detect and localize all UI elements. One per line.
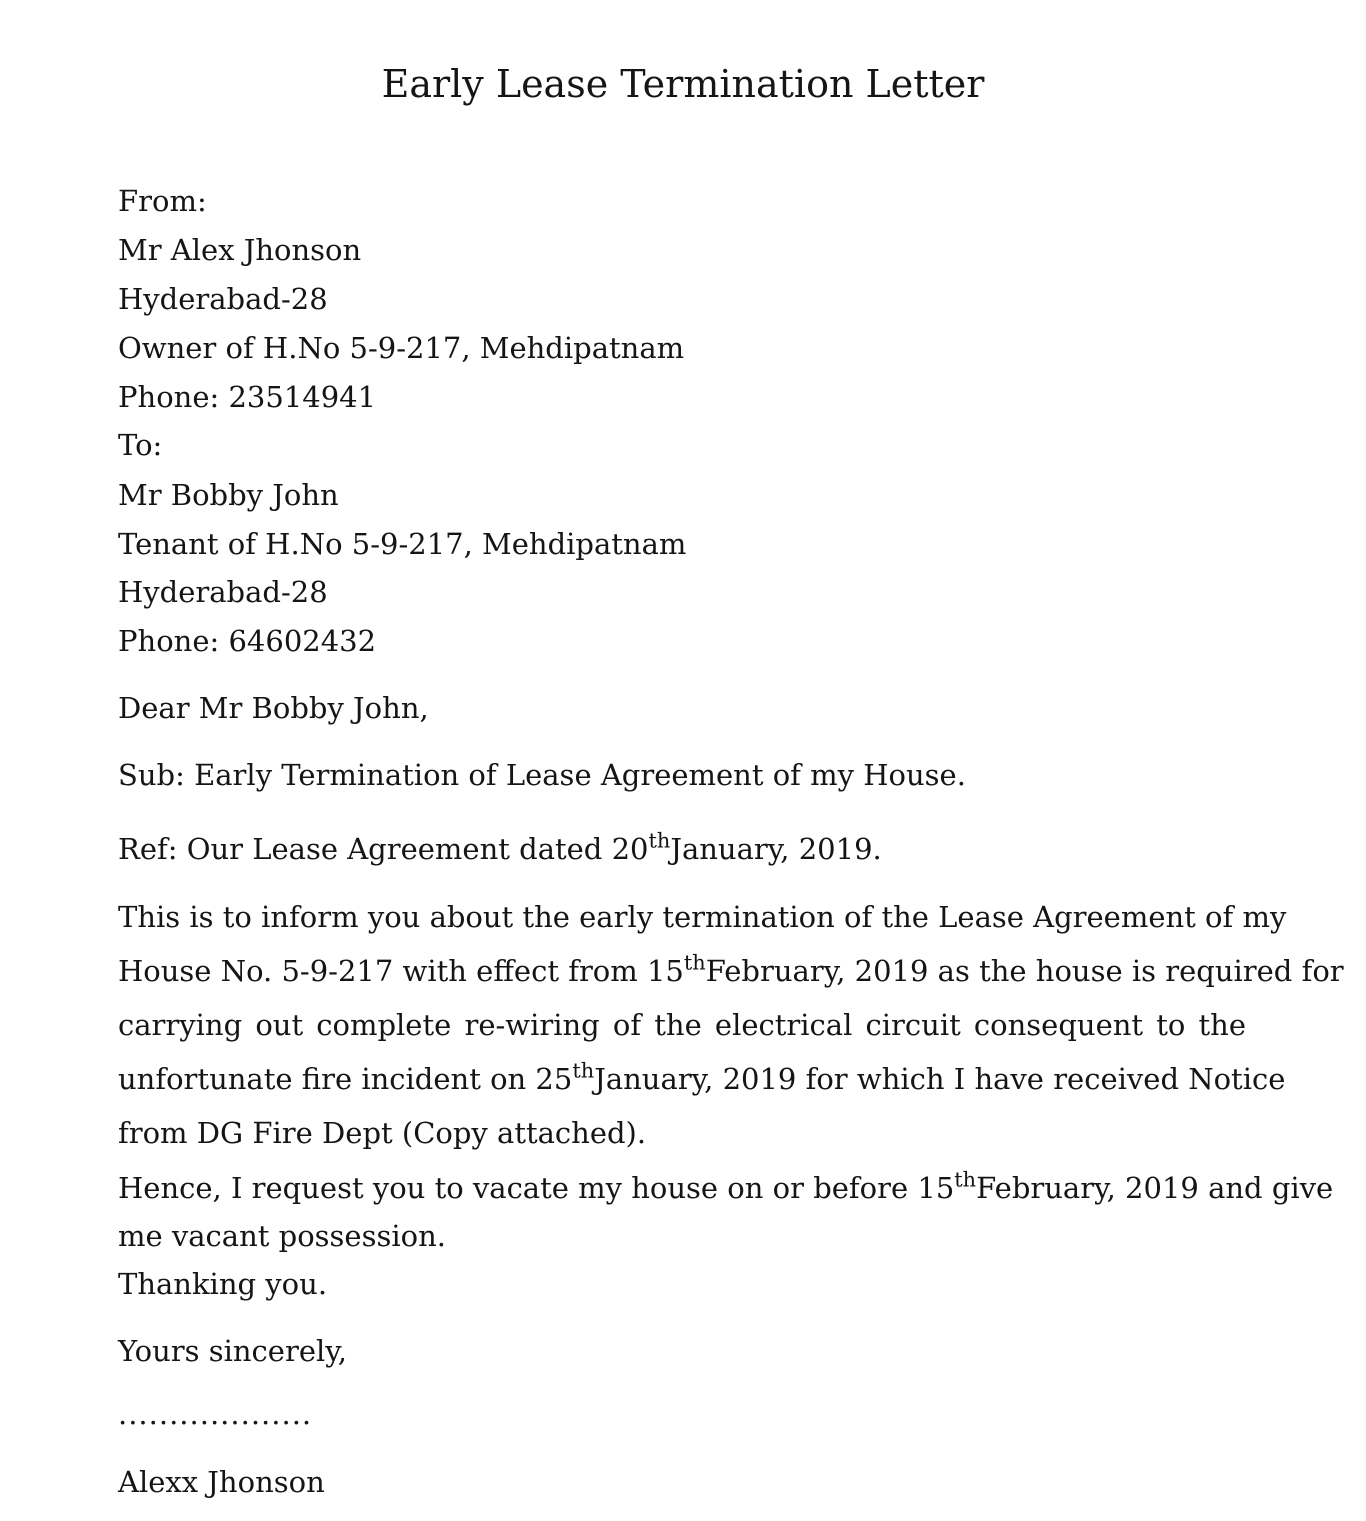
body-paragraph-1-line: unfortunate fire incident on 25thJanuary, 2019 for which I have received Notice [118,1058,1286,1096]
signature-line: ................... [118,1397,313,1431]
recipient-city: Hyderabad-28 [118,575,328,609]
body-paragraph-1-line: This is to inform you about the early termination of the Lease Agreement of my [118,900,1287,934]
body-paragraph-1-line: from DG Fire Dept (Copy attached). [118,1116,647,1150]
from-label: From: [118,184,207,218]
recipient-name: Mr Bobby John [118,478,339,512]
signer-name: Alexx Jhonson [118,1465,325,1499]
reference-line: Ref: Our Lease Agreement dated 20thJanuary, 2019. [118,828,882,866]
sender-name: Mr Alex Jhonson [118,233,362,267]
thanks-line: Thanking you. [118,1267,328,1301]
body-paragraph-1-line: House No. 5-9-217 with effect from 15thFebruary, 2019 as the house is required for [118,950,1344,988]
salutation: Dear Mr Bobby John, [118,691,429,725]
body-paragraph-2-line: me vacant possession. [118,1219,446,1253]
body-paragraph-1-line: carrying out complete re-wiring of the electrical circuit consequent to the [118,1008,1246,1042]
subject-line: Sub: Early Termination of Lease Agreement of my House. [118,758,966,792]
sender-role: Owner of H.No 5-9-217, Mehdipatnam [118,331,685,365]
to-label: To: [118,428,163,462]
sender-city: Hyderabad-28 [118,282,328,316]
body-paragraph-2 [118,1164,1334,1260]
recipient-role: Tenant of H.No 5-9-217, Mehdipatnam [118,527,687,561]
recipient-phone: Phone: 64602432 [118,624,377,658]
document-title: Early Lease Termination Letter [381,62,985,106]
body-paragraph-2-line: Hence, I request you to vacate my house on or before 15thFebruary, 2019 and give [118,1167,1334,1205]
body-paragraph-1 [118,890,1344,1160]
closing-line: Yours sincerely, [118,1334,348,1368]
sender-phone: Phone: 23514941 [118,380,377,414]
